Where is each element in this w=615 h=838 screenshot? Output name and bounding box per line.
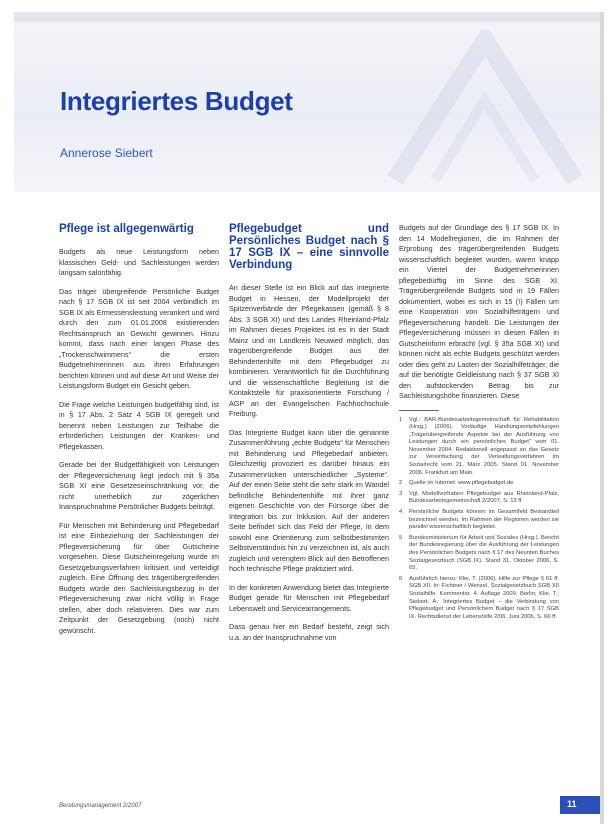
text-column-2: [229, 223, 389, 651]
paragraph: Budgets auf der Grundlage des § 17 SGB IX. In den 14 Modellregionen, die im Rahmen der Erprobung des trägerübergreifenden Budgets wissenschaftlich begleitet wurden, waren knapp ein Viertel der Budgetnehmerinnen pflegebedürftig im Sinne des SGB XI. Trägerübergreifende Budgets sind in 19 Fällen dokumentiert, wobei es sich in 15 (!) Fällen um eine Kooperation von Sozialhilfeträgern und Pflegeversicherung handelt. Die Leistungen der Pflegeversicherung müssen in diesen Fällen in Gutscheinform erbracht (vgl. § 35a SGB XI) und können nicht als echte Budgets geschützt werden oder dies geht zu Lasten der Sozialhilfeträger, die auf die benötigte Geldleistung nach § 37 SGB XI den aufstockenden Betrag bis zur Sachleistungshöhe finanzieren. Diese: [399, 223, 559, 400]
footnote-number: 2: [399, 480, 403, 487]
paragraph: Gerade bei der Budgetfähigkeit von Leistungen der Pflegeversicherung liegt jedoch mit § 35a SGB XI eine Gesetzeseinschränkung vor, die nicht unerheblich zur zögerlichen Inanspruchnahme Persönlicher Budgets beiträgt.: [59, 460, 219, 511]
page-edge-shadow: [600, 12, 604, 824]
footnote-text: Vgl. Modellvorhaben Pflegebudget aus Rheinland-Pfalz, Bundesarbeitsgemeinschaft 2/2007, S. 13 ff.: [409, 490, 559, 505]
footnote: [399, 417, 559, 478]
top-stripe: [14, 12, 600, 22]
footnote-text: Quelle im Internet: www.pflegebudget.de: [409, 480, 514, 487]
paragraph: Das Integrierte Budget kann über die genannte Zusammenführung „echte Budgets“ für Menschen mit Behinderung und Pflegebedarf anbieten. Gleichzeitig provoziert es darüber hinaus ein Zusammenrücken unterschiedlicher „Systeme“. Auf der einen Seite steht die sehr stark im Wandel befindliche Behindertenhilfe mit ihrer ganz eigenen Geschichte von der Fürsorge über die Integration bis zur Inklusion. Auf der anderen Seite befindet sich das Feld der Pflege, in dem sowohl eine Orientierung zum selbstbestimmten Selbstverständnis hin zu verzeichnen ist, als auch zugleich und verengtem Blick auf den Betroffenen hoch technische Pflege praktiziert wird.: [229, 427, 389, 573]
page-number: 11: [567, 799, 577, 809]
footnote-text: Bundesministerium für Arbeit und Soziales (Hrsg.). Bericht der Bundesregierung über die Ausführung der Leistungen des Persönlichen Budgets nach § 17 des Neunten Buches Sozialgesetzbuch (SGB IX). Stand 31. Oktober 2006, S. 65.: [409, 534, 559, 572]
footnote-divider: [399, 410, 439, 411]
footnote-text: Persönliche Budgets können im Gesamtfeld Bestandteil bezeichnet werden. Im Rahmen der Regionen werden sie parallel wissenschaftlich begleitet.: [409, 509, 559, 531]
text-column-3: [399, 223, 559, 624]
footnote: [399, 491, 559, 506]
footnote-number: 3: [399, 490, 403, 497]
paragraph: An dieser Stelle ist ein Blick auf das integrierte Budget in Hessen, der Modellprojekt der Spitzenverbände der Pflegekassen (gemäß § 8 Abs. 3 SGB XI) und des Landes Rheinland-Pfalz im Rahmen dieses Projektes ist es in der Stadt Mainz und im Landkreis Neuwied möglich, das trägerübergreifende Budget aus der Behindertenhilfe mit dem Pflegebudget zu kombinieren. Verantwortlich für die Durchführung und die wissenschaftliche Begleitung ist die Kontaktstelle für praxisorientierte Forschung / AGP an der Evangelischen Fachhochschule Freiburg.: [229, 283, 389, 418]
paragraph: Dass genau hier ein Bedarf besteht, zeigt sich u.a. an der Inanspruchnahme von: [229, 622, 389, 642]
article-title: Integriertes Budget: [60, 86, 293, 116]
footnote-number: 6: [399, 575, 403, 582]
article-author: Annerose Siebert: [60, 146, 153, 160]
footnote: [399, 576, 559, 622]
footnote: [399, 535, 559, 573]
footnote-number: 4: [399, 509, 403, 516]
footnote: [399, 480, 559, 488]
section-heading: Pflege ist allgegenwärtig: [59, 223, 194, 235]
footnote: [399, 509, 559, 532]
paragraph: In der konkreten Anwendung bietet das Integrierte Budget gerade für Menschen mit Pflegebedarf Lebenswelt und Servicearrangements.: [229, 582, 389, 613]
paragraph: Das träger übergreifende Persönliche Budget nach § 17 SGB IX ist seit 2004 verbindlich im SGB IX als Ermessensleistung verankert und wird durch den zum 01.01.2008 existierenden Rechtsanspruch an Gewicht gewinnen. Hinzu kommt, dass nach einer langen Phase des „Trockenschwimmens“ die ersten Budgetnehmerinnen aus ihren Erfahrungen berichten können und auf diese Art und Weise der Leistungsform Budget ein Gesicht geben.: [59, 286, 219, 390]
footnote-number: 5: [399, 534, 403, 541]
footnote-text: Vgl.: BAR-Bundesarbeitsgemeinschaft für Rehabilitation (Hrsg.) (2006). Vorläufige Handlungsempfehlungen „Trägerübergreifende Aspekte bei der Ausführung von Leistungen durch ein persönliches Budget“ vom 01. November 2004. Redaktionell angepasst an das Gesetz zur Vereinfachung der Verwaltungsverfahren im Sozialrecht vom 21. März 2005. Stand 01. November 2006. Frankfurt am Main.: [409, 416, 559, 476]
page-footer: Beratungsmanagement 2/2007: [59, 803, 142, 809]
text-column-1: [59, 223, 219, 644]
paragraph: Budgets als neue Leistungsform neben klassischen Geld- und Sachleistungen werden langsam salonfähig.: [59, 247, 219, 277]
paragraph: Die Frage welche Leistungen budgetfähig sind, ist in § 17 Abs. 2 Satz 4 SGB IX geregelt und benennt neben Leistungen zur Teilhabe die erforderlichen Leistungen der Kranken- und Pflegekassen.: [59, 399, 219, 451]
page-number-tab: [560, 796, 600, 814]
footnote-text: Ausführlich hierzu: Klie, T. (2006). Hilfe zur Pflege § 61 ff. SGB XII. In: Fichtner / Wenzel, Sozialgesetzbuch SGB XII Sozialhilfe. Kommentar. 4. Auflage 2009. Berlin; Klie, T.; Siebert, A.: Integriertes Budget – die Verbindung von Pflegebudget und Persönlichem Budget nach § 17 SGB IX. Rechtsdienst der Lebenshilfe 2/06, Juni 2006, S. 66 ff.: [409, 575, 559, 620]
section-heading: Pflegebudget und Persönliches Budget nach § 17 SGB IX – eine sinnvolle Verbindung: [229, 223, 389, 271]
watermark-graphic: [375, 30, 595, 190]
paragraph: Für Menschen mit Behinderung und Pflegebedarf ist eine Einbeziehung der Sachleistungen der Pflegeversicherung für über Gutscheine vorgesehen. Diese Gutscheinregelung wurde im Gesetzgebungsverfahren kritisiert und verteidigt zugleich. Eine Öffnung des trägerübergreifenden Budgets würde den Sachleistungsbezug in der Pflegeversicherung zwar nicht völlig in Frage stellen, aber doch relativieren. Dies war zum Zeitpunkt der Gesetzgebung (noch) nicht gewünscht.: [59, 520, 219, 635]
footnote-number: 1: [399, 416, 403, 423]
